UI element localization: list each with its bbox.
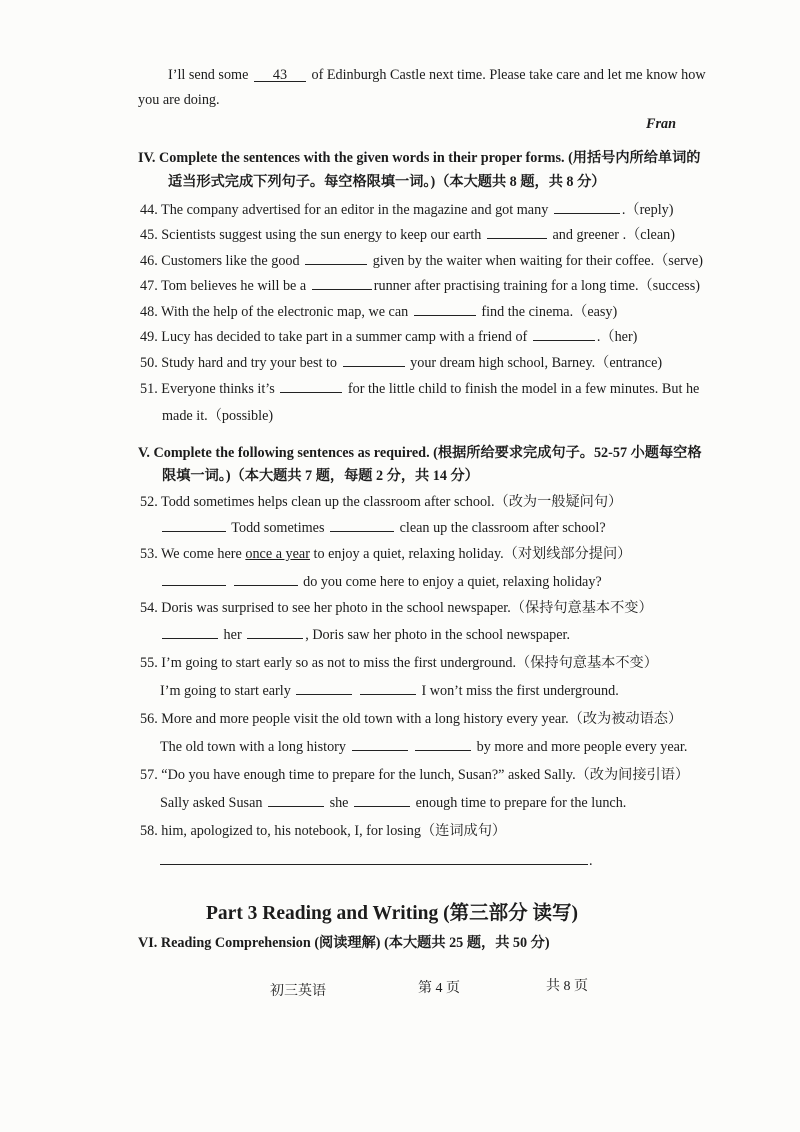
footer-total-pages: 共 8 页 — [546, 979, 588, 994]
answer-text: clean up the classroom after school? — [399, 520, 606, 536]
question-text: 47. Tom believes he will be a — [140, 278, 307, 294]
question-56: 56. More and more people visit the old town with a long history every year.（改为被动语态） — [140, 711, 683, 727]
answer-blank[interactable] — [280, 379, 342, 393]
question-50 — [140, 353, 662, 372]
question-53-answer-line — [160, 572, 602, 591]
answer-text: by more and more people every year. — [476, 739, 688, 755]
answer-blank[interactable] — [554, 200, 620, 214]
question-44 — [140, 200, 673, 219]
question-46 — [140, 251, 703, 270]
question-53 — [140, 545, 631, 563]
question-52: 52. Todd sometimes helps clean up the classroom after school.（改为一般疑问句） — [140, 494, 623, 510]
question-hint: find the cinema.（easy) — [481, 304, 618, 320]
section4-heading-1: IV. Complete the sentences with the given words in their proper forms. (用括号内所给单词的 — [138, 150, 701, 166]
answer-text: The old town with a long history — [160, 739, 346, 755]
question-57-answer-line — [160, 793, 626, 812]
question-51-line-2: made it.（possible) — [162, 408, 274, 424]
answer-blank[interactable] — [162, 625, 218, 639]
question-54-answer-line — [160, 625, 570, 644]
letter-text-pre: I’ll send some — [168, 67, 249, 83]
answer-blank[interactable] — [487, 225, 547, 239]
answer-blank[interactable] — [533, 327, 595, 341]
section5-heading-1: V. Complete the following sentences as required. (根据所给要求完成句子。52-57 小题每空格 — [138, 445, 702, 461]
question-52-answer-line — [160, 518, 606, 537]
question-55: 55. I’m going to start early so as not to miss the first underground.（保持句意基本不变） — [140, 655, 658, 671]
answer-blank[interactable] — [296, 681, 352, 695]
section5-heading-2: 限填一词。)（本大题共 7 题，每题 2 分，共 14 分） — [162, 468, 479, 484]
question-56-answer-line — [160, 737, 687, 756]
part3-title: Part 3 Reading and Writing (第三部分 读写) — [206, 903, 578, 924]
question-hint: and greener .（clean) — [552, 227, 675, 243]
question-54: 54. Doris was surprised to see her photo in the school newspaper.（保持句意基本不变） — [140, 600, 653, 616]
question-58-answer-line[interactable] — [160, 864, 588, 865]
answer-blank[interactable] — [247, 625, 303, 639]
footer-subject: 初三英语 — [270, 984, 326, 999]
answer-text: I’m going to start early — [160, 683, 291, 699]
question-hint: given by the waiter when waiting for their coffee.（serve) — [372, 253, 703, 269]
question-text-cont: for the little child to finish the model in a few minutes. But he — [347, 381, 700, 397]
letter-line-2: you are doing. — [138, 92, 220, 108]
answer-text: Todd sometimes — [231, 520, 325, 536]
question-text: 45. Scientists suggest using the sun energy to keep our earth — [140, 227, 482, 243]
section6-heading: VI. Reading Comprehension (阅读理解) (本大题共 25 题，共 50 分) — [138, 935, 550, 951]
question-text: 48. With the help of the electronic map, we can — [140, 304, 409, 320]
answer-43: 43 — [272, 67, 288, 83]
question-57: 57. “Do you have enough time to prepare for the lunch, Susan?” asked Sally.（改为间接引语） — [140, 767, 690, 783]
answer-blank[interactable] — [162, 572, 226, 586]
answer-text: she — [329, 795, 349, 811]
question-45 — [140, 225, 675, 244]
question-text: 46. Customers like the good — [140, 253, 300, 269]
underlined-phrase: once a year — [245, 546, 310, 562]
question-text: 44. The company advertised for an editor in the magazine and got many — [140, 202, 549, 218]
question-hint: runner after practising training for a long time.（success) — [373, 278, 700, 294]
answer-blank[interactable] — [415, 737, 471, 751]
question-text: 51. Everyone thinks it’s — [140, 381, 275, 397]
question-hint: .（reply) — [621, 202, 674, 218]
answer-text: I won’t miss the first underground. — [421, 683, 619, 699]
question-47 — [140, 276, 700, 295]
answer-text: , Doris saw her photo in the school newspaper. — [305, 627, 571, 643]
letter-signature: Fran — [646, 116, 676, 132]
letter-line-1 — [168, 66, 706, 84]
answer-blank[interactable] — [343, 353, 405, 367]
question-51 — [140, 379, 699, 398]
question-text: 49. Lucy has decided to take part in a summer camp with a friend of — [140, 329, 528, 345]
answer-blank-43[interactable] — [254, 68, 306, 82]
answer-blank[interactable] — [414, 302, 476, 316]
question-58-period: . — [589, 853, 593, 869]
question-49 — [140, 327, 637, 346]
answer-blank[interactable] — [312, 276, 372, 290]
answer-blank[interactable] — [234, 572, 298, 586]
section4-heading-2: 适当形式完成下列句子。每空格限填一词。)（本大题共 8 题，共 8 分） — [168, 174, 606, 190]
footer-page-number: 第 4 页 — [418, 981, 460, 996]
question-55-answer-line — [160, 681, 619, 700]
answer-text: Sally asked Susan — [160, 795, 263, 811]
answer-blank[interactable] — [330, 518, 394, 532]
question-48 — [140, 302, 617, 321]
question-hint: your dream high school, Barney.（entrance) — [410, 355, 663, 371]
answer-text: enough time to prepare for the lunch. — [415, 795, 627, 811]
question-text: 50. Study hard and try your best to — [140, 355, 338, 371]
answer-blank[interactable] — [268, 793, 324, 807]
answer-text: her — [223, 627, 242, 643]
question-text: to enjoy a quiet, relaxing holiday.（对划线部分提问） — [313, 546, 632, 562]
answer-blank[interactable] — [360, 681, 416, 695]
answer-blank[interactable] — [352, 737, 408, 751]
question-hint: .（her) — [596, 329, 638, 345]
answer-blank[interactable] — [354, 793, 410, 807]
answer-blank[interactable] — [162, 518, 226, 532]
letter-text-post: of Edinburgh Castle next time. Please take care and let me know how — [311, 67, 706, 83]
question-text: 53. We come here — [140, 546, 242, 562]
answer-blank[interactable] — [305, 251, 367, 265]
answer-text: do you come here to enjoy a quiet, relaxing holiday? — [303, 574, 602, 590]
question-58: 58. him, apologized to, his notebook, I, for losing（连词成句） — [140, 823, 507, 839]
